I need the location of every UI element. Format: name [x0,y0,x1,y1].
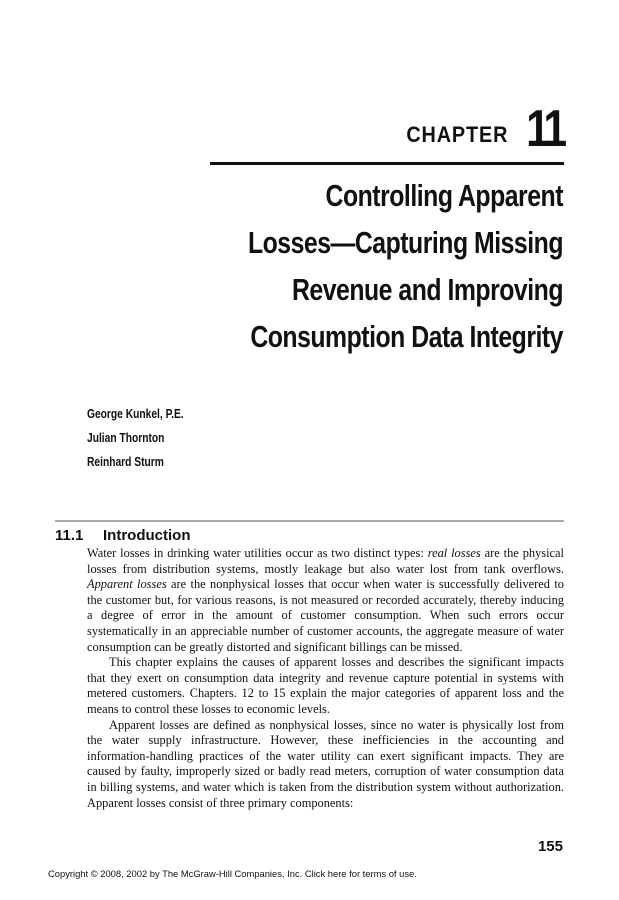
author-name: Reinhard Sturm [87,455,164,469]
page-number: 155 [537,838,563,855]
paragraph [87,546,564,655]
copyright-notice[interactable]: Copyright © 2008, 2002 by The McGraw-Hill Companies, Inc. Click here for terms of use. [48,868,417,879]
chapter-label: CHAPTER [406,122,509,147]
author-name: George Kunkel, P.E. [87,407,184,421]
title-line: Consumption Data Integrity [250,319,563,354]
section-heading [55,527,190,544]
chapter-number: 11 [526,100,563,158]
emphasis-apparent-losses: Apparent losses [87,577,167,592]
text-run: Water losses in drinking water utilities occur as two distinct types: [87,546,428,560]
title-line: Controlling Apparent [325,178,563,213]
emphasis-real-losses: real losses [427,546,481,560]
chapter-heading [395,100,563,158]
text-run: are the nonphysical losses that occur when water is successfully delivered to the customer but, for various reasons, is not measured or recorded accurately, thereby inducing a degree of error in the amount of customer consumption. When such errors occur systematically in an appreciable number of customer accounts, the aggregate measure of water consumption can be greatly distorted and significant billings can be missed. [87,577,564,654]
author-list [87,402,205,474]
author-name: Julian Thornton [87,431,165,445]
title-line: Revenue and Improving [291,272,563,307]
title-line: Losses—Capturing Missing [247,225,563,260]
section-title: Introduction [103,527,191,544]
body-text [87,546,564,811]
paragraph: Apparent losses are defined as nonphysical losses, since no water is physically lost from the water supply infrastructure. However, these inefficiencies in the accounting and information-handling practices of the water utility can exert significant impacts. They are caused by faulty, improperly sized or badly read meters, corruption of water consumption data in billing systems, and water which is taken from the distribution system without authorization. Apparent losses consist of three primary components: [87,717,564,810]
paragraph: This chapter explains the causes of apparent losses and describes the significant impacts that they exert on consumption data integrity and revenue capture potential in systems with metered customers. Chapters. 12 to 15 explain the major categories of apparent loss and the means to control these losses to economic levels. [87,655,564,716]
section-rule [55,520,564,522]
section-number: 11.1 [55,527,84,544]
chapter-rule [210,162,564,165]
text-run: are the physical losses from distribution systems, mostly leakage but also water lost from tank overflows. [87,546,565,576]
chapter-title [163,172,563,360]
